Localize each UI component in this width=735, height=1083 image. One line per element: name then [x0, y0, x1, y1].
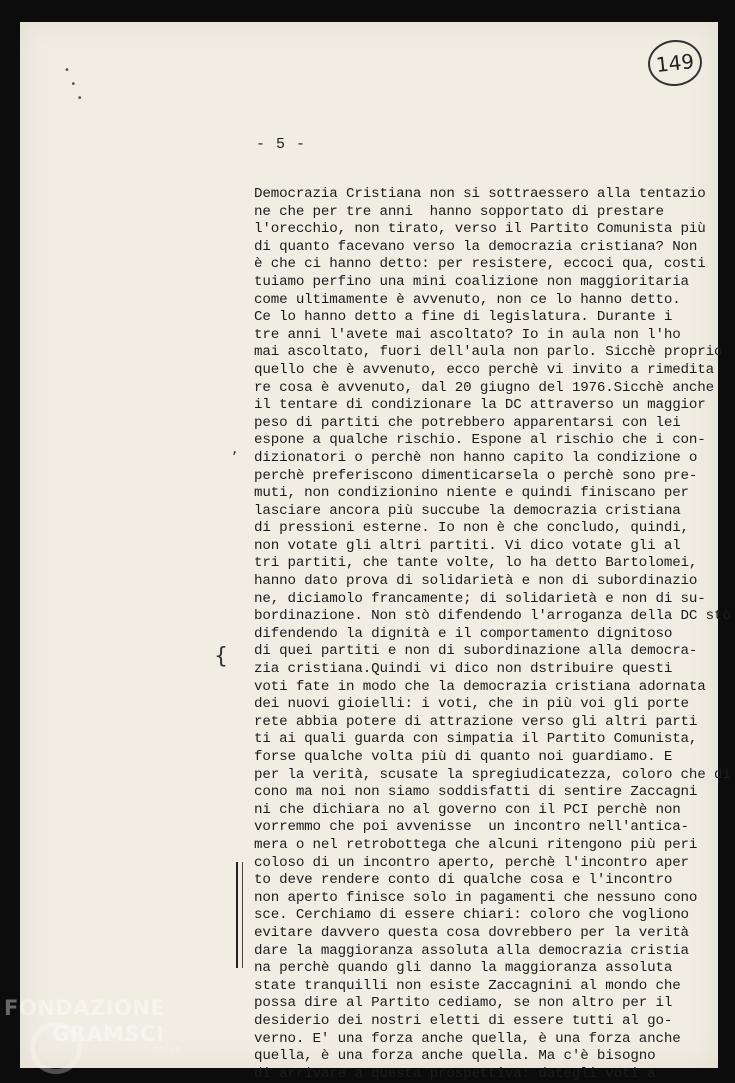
text-line: mera o nel retrobottega che alcuni ritengono più peri — [254, 836, 698, 853]
text-line: tri partiti, che tante volte, lo ha detto Bartolomei, — [254, 555, 698, 572]
text-line: hanno dato prova di solidarietà e non di subordinazio — [254, 573, 698, 590]
text-line: per la verità, scusate la spregiudicatezza, coloro che di — [254, 766, 731, 783]
text-line: zia cristiana.Quindi vi dico non dstribuire questi — [254, 661, 673, 678]
archive-number-stamp: 149 — [646, 37, 705, 88]
watermark-line-1: FONDAZIONE — [4, 996, 166, 1020]
text-line: come ultimamente è avvenuto, non ce lo hanno detto. — [254, 291, 681, 308]
text-line: tuiamo perfino una mini coalizione non maggioritaria — [254, 273, 689, 290]
margin-bracket-mark: { — [214, 644, 228, 669]
text-line: evitare davvero questa cosa dovrebbero per la verità — [254, 924, 689, 941]
margin-tick-mark: , — [232, 438, 238, 457]
text-line: dare la maggioranza assoluta alla democrazia cristia — [254, 942, 689, 959]
text-line: quello che è avvenuto, ecco perchè vi invito a rimedita — [254, 361, 715, 378]
margin-bar-mark — [236, 862, 243, 968]
text-line: quella, è una forza anche quella. Ma c'è bisogno — [254, 1048, 656, 1065]
text-line: perchè preferiscono dimenticarsela o perchè sono pre- — [254, 467, 698, 484]
text-line: re cosa è avvenuto, dal 20 giugno del 1976.Sicchè anche — [254, 379, 715, 396]
watermark — [4, 996, 184, 1055]
page-number: - 5 - — [256, 136, 307, 153]
typed-text-body — [254, 186, 731, 1083]
text-line: di pressioni esterne. Io non è che concludo, quindi, — [254, 520, 689, 537]
text-line: dizionatori o perchè non hanno capito la condizione o — [254, 449, 698, 466]
text-line: espone a qualche rischio. Espone al rischio che i con- — [254, 432, 706, 449]
watermark-line-3: onlus — [152, 1044, 182, 1055]
text-line: to deve rendere conto di qualche cosa e l'incontro — [254, 872, 673, 889]
text-line: Democrazia Cristiana non si sottraessero alla tentazio — [254, 186, 706, 202]
text-line: sce. Cerchiamo di essere chiari: coloro che vogliono — [254, 907, 689, 924]
text-line: desiderio dei nostri eletti di essere tutti al go- — [254, 1012, 673, 1029]
text-line: rete abbia potere di attrazione verso gli altri parti — [254, 713, 698, 730]
text-line: mai ascoltato, fuori dell'aula non parlo. Sicchè proprio — [254, 344, 723, 361]
text-line: il tentare di condizionare la DC attraverso un maggior — [254, 397, 706, 414]
text-line: bordinazione. Non stò difendendo l'arroganza della DC stò — [254, 608, 731, 625]
text-line: state tranquilli non esiste Zaccagnini al mondo che — [254, 977, 681, 994]
text-line: ni che dichiara no al governo con il PCI perchè non — [254, 801, 681, 818]
text-line: ne, diciamolo francamente; di solidarietà e non di su- — [254, 590, 706, 607]
text-line: cono ma noi non siamo soddisfatti di sentire Zaccagni — [254, 784, 698, 801]
text-line: tre anni l'avete mai ascoltato? Io in aula non l'ho — [254, 326, 681, 343]
text-line: è che ci hanno detto: per resistere, eccoci qua, costi — [254, 256, 706, 273]
text-line: di quei partiti e non di subordinazione alla democra- — [254, 643, 698, 660]
text-line: possa dire al Partito cediamo, se non altro per il — [254, 995, 673, 1012]
text-line: coloso di un incontro aperto, perchè l'incontro aper — [254, 854, 689, 871]
text-line: na perchè quando gli danno la maggioranza assoluta — [254, 960, 673, 977]
text-line: dei nuovi gioielli: i voti, che in più voi gli porte — [254, 696, 689, 713]
text-line: difendendo la dignità e il comportamento dignitoso — [254, 625, 673, 642]
text-line: verno. E' una forza anche quella, è una forza anche — [254, 1030, 681, 1047]
text-line: non votate gli altri partiti. Vi dico votate gli al — [254, 537, 681, 554]
text-line: ti ai quali guarda con simpatia il Partito Comunista, — [254, 731, 698, 748]
text-line: non aperto finisce solo in pagamenti che nessuno cono — [254, 889, 698, 906]
text-line: Ce lo hanno detto a fine di legislatura. Durante i — [254, 309, 673, 326]
text-line: voti fate in modo che la democrazia cristiana adornata — [254, 678, 706, 695]
text-line: di quanto facevano verso la democrazia cristiana? Non — [254, 238, 698, 255]
text-line: muti, non condizionino niente e quindi finiscano per — [254, 485, 689, 502]
text-line: lasciare ancora più succube la democrazia cristiana — [254, 502, 681, 519]
watermark-line-2: GRAMSCI — [52, 1022, 165, 1046]
text-line: di arrivare a questa prospettiva: dategli voti a — [254, 1065, 656, 1082]
text-line: ne che per tre anni hanno sopportato di prestare — [254, 203, 664, 220]
text-line: l'orecchio, non tirato, verso il Partito Comunista più — [254, 221, 706, 238]
text-line: peso di partiti che potrebbero apparentarsi con lei — [254, 414, 681, 431]
text-line: vorremmo che poi avvenisse un incontro nell'antica- — [254, 819, 689, 836]
text-line: forse qualche volta più di quanto noi guardiamo. E — [254, 749, 673, 765]
margin-dots: • • • — [64, 65, 83, 104]
